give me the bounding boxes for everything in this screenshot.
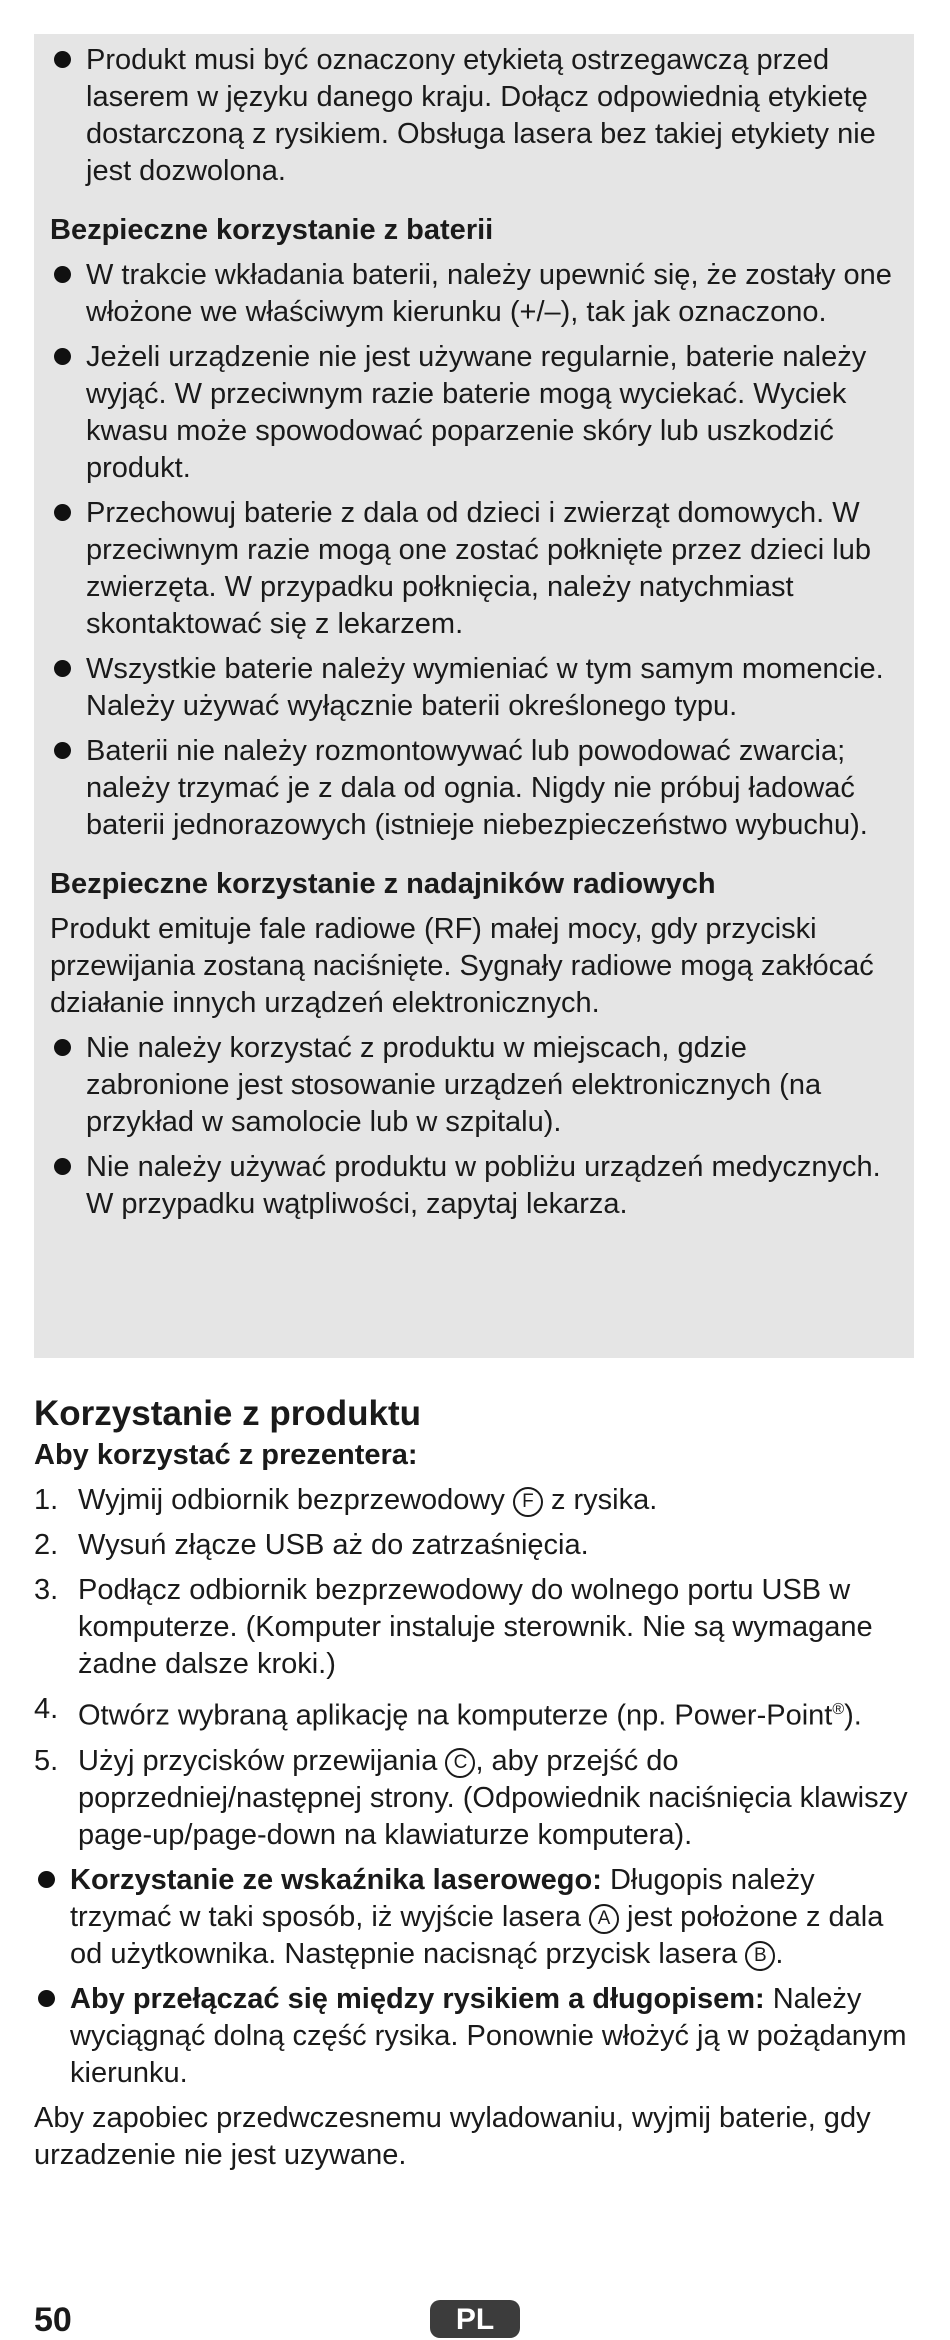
step-2 bbox=[34, 1527, 914, 1564]
bullet-icon bbox=[38, 1871, 55, 1888]
step-text: ). bbox=[844, 1699, 862, 1732]
circled-letter-icon: F bbox=[513, 1487, 543, 1517]
battery-heading: Bezpieczne korzystanie z baterii bbox=[50, 214, 494, 246]
safety-box bbox=[34, 34, 914, 1358]
laser-usage-text: jest położone z dala od użytkownika. Następnie nacisnąć przycisk lasera bbox=[70, 1900, 884, 1970]
step-text: Wyjmij odbiornik bezprzewodowy bbox=[78, 1484, 505, 1516]
step-1 bbox=[34, 1482, 914, 1519]
usage-subtitle: Aby korzystać z prezentera: bbox=[34, 1439, 418, 1471]
page-number: 50 bbox=[34, 2301, 72, 2339]
laser-usage-text: Długopis należy trzymać w taki sposób, iż wyjście lasera bbox=[70, 1863, 815, 1933]
bullet-icon bbox=[54, 504, 71, 521]
step-text: z rysika. bbox=[550, 1484, 658, 1516]
circled-letter-icon: C bbox=[445, 1748, 475, 1778]
step-number: 2. bbox=[34, 1529, 59, 1561]
battery-item-text: Baterii nie należy rozmontowywać lub powodować zwarcia; należy trzymać je z dala od ognia. Nigdy nie próbuj ładować baterii jednorazowych (istnieje niebezpieczeństwo wybuchu). bbox=[86, 735, 868, 841]
laser-label-text: Produkt musi być oznaczony etykietą ostrzegawczą przed laserem w języku danego kraju. Dołącz odpowiednią etykietę dostarczoną z rysikiem. Obsługa lasera bez takiej etykiety nie jest dozwolona. bbox=[86, 44, 876, 187]
bullet-icon bbox=[54, 1039, 71, 1056]
step-5 bbox=[34, 1743, 914, 1854]
laser-usage-text: . bbox=[775, 1937, 784, 1970]
registered-mark: ® bbox=[832, 1701, 845, 1718]
bullet-icon bbox=[54, 742, 71, 759]
radio-item bbox=[50, 1149, 898, 1223]
closing-note: Aby zapobiec przedwczesnemu wyladowaniu, wyjmij baterie, gdy urzadzenie nie jest uzywane. bbox=[34, 2101, 871, 2171]
radio-item-text: Nie należy korzystać z produktu w miejscach, gdzie zabronione jest stosowanie urządzeń elektronicznych (na przykład w samolocie lub w szpitalu). bbox=[86, 1032, 822, 1138]
step-4 bbox=[34, 1691, 914, 1735]
laser-label-bullet bbox=[50, 42, 898, 190]
circled-letter-icon: A bbox=[589, 1904, 619, 1934]
step-text: Otwórz wybraną aplikację na komputerze (np. Power-Point bbox=[78, 1699, 833, 1732]
radio-item bbox=[50, 1030, 898, 1141]
bullet-icon bbox=[54, 266, 71, 283]
step-number: 1. bbox=[34, 1484, 59, 1516]
battery-item bbox=[50, 257, 898, 331]
usage-title: Korzystanie z produktu bbox=[34, 1394, 421, 1433]
switch-label: Aby przełączać się między rysikiem a długopisem: bbox=[70, 1982, 765, 2015]
battery-item-text: Jeżeli urządzenie nie jest używane regularnie, baterie należy wyjąć. W przeciwnym razie baterie mogą wyciekać. Wyciek kwasu może spowodować poparzenie skóry lub uszkodzić produkt. bbox=[86, 341, 867, 484]
step-text: Użyj przycisków przewijania bbox=[78, 1744, 438, 1777]
bullet-icon bbox=[54, 348, 71, 365]
step-number: 4. bbox=[34, 1693, 59, 1725]
step-number: 3. bbox=[34, 1574, 59, 1606]
laser-usage-label: Korzystanie ze wskaźnika laserowego: bbox=[70, 1863, 602, 1896]
radio-heading: Bezpieczne korzystanie z nadajników radiowych bbox=[50, 868, 716, 900]
bullet-icon bbox=[38, 1990, 55, 2007]
radio-paragraph: Produkt emituje fale radiowe (RF) małej mocy, gdy przyciski przewijania zostaną naciśnięte. Sygnały radiowe mogą zakłócać działanie innych urządzeń elektronicznych. bbox=[50, 913, 874, 1019]
radio-item-text: Nie należy używać produktu w pobliżu urządzeń medycznych. W przypadku wątpliwości, zapytaj lekarza. bbox=[86, 1151, 881, 1220]
battery-item bbox=[50, 733, 898, 844]
laser-usage-bullet bbox=[34, 1862, 914, 1973]
step-number: 5. bbox=[34, 1744, 59, 1777]
step-3 bbox=[34, 1572, 914, 1683]
language-badge: PL bbox=[430, 2300, 520, 2338]
battery-item bbox=[50, 339, 898, 487]
battery-item-text: W trakcie wkładania baterii, należy upewnić się, że zostały one włożone we właściwym kierunku (+/–), tak jak oznaczono. bbox=[86, 259, 892, 328]
battery-item-text: Wszystkie baterie należy wymieniać w tym samym momencie. Należy używać wyłącznie baterii określonego typu. bbox=[86, 653, 884, 722]
step-text: Wysuń złącze USB aż do zatrzaśnięcia. bbox=[78, 1529, 589, 1561]
circled-letter-icon: B bbox=[745, 1941, 775, 1971]
battery-item-text: Przechowuj baterie z dala od dzieci i zwierząt domowych. W przeciwnym razie mogą one zostać połknięte przez dzieci lub zwierzęta. W przypadku połknięcia, należy natychmiast skontaktować się z lekarzem. bbox=[86, 497, 871, 640]
usage-section bbox=[34, 1392, 914, 2174]
battery-item bbox=[50, 651, 898, 725]
battery-item bbox=[50, 495, 898, 643]
switch-bullet bbox=[34, 1981, 914, 2092]
bullet-icon bbox=[54, 1158, 71, 1175]
switch-text: Należy wyciągnąć dolną część rysika. Ponownie włożyć ją w pożądanym kierunku. bbox=[70, 1982, 907, 2089]
bullet-icon bbox=[54, 660, 71, 677]
step-text: , aby przejść do poprzedniej/następnej strony. (Odpowiednik naciśnięcia klawiszy page-up/page-down na klawiaturze komputera). bbox=[78, 1744, 908, 1851]
step-text: Podłącz odbiornik bezprzewodowy do wolnego portu USB w komputerze. (Komputer instaluje sterownik. Nie są wymagane żadne dalsze kroki.) bbox=[78, 1574, 873, 1680]
bullet-icon bbox=[54, 51, 71, 68]
